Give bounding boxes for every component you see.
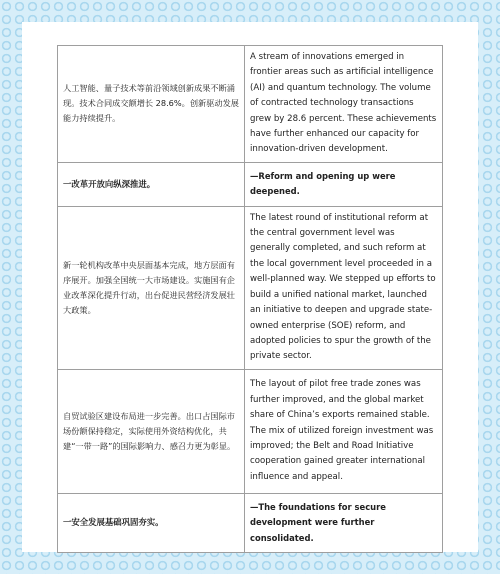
chinese-cell: 新一轮机构改革中央层面基本完成，地方层面有序展开。加强全国统一大市场建设。实施国有企业改革深化提升行动，出台促进民营经济发展壮大政策。 xyxy=(58,206,245,369)
table-row xyxy=(58,206,443,369)
english-cell: The layout of pilot free trade zones was further improved, and the global market share of China’s exports remained stable. The mix of utilized foreign investment was improved; the Belt and Road Initiative cooperation gained greater international influence and appeal. xyxy=(245,369,443,493)
bilingual-table xyxy=(57,45,443,553)
english-cell: A stream of innovations emerged in frontier areas such as artificial intelligence (AI) and quantum technology. The volume of contracted technology transactions grew by 28.6 percent. These achievements have further enhanced our capacity for innovation-driven development. xyxy=(245,46,443,163)
english-cell: —Reform and opening up were deepened. xyxy=(245,162,443,206)
table-row xyxy=(58,369,443,493)
english-cell: —The foundations for secure development were further consolidated. xyxy=(245,493,443,552)
page xyxy=(22,22,478,552)
chinese-cell: 一安全发展基础巩固夯实。 xyxy=(58,493,245,552)
chinese-cell: 自贸试验区建设布局进一步完善。出口占国际市场份额保持稳定，实际使用外资结构优化，共建“一带一路”的国际影响力、感召力更为彰显。 xyxy=(58,369,245,493)
table-row xyxy=(58,46,443,163)
table-row xyxy=(58,493,443,552)
chinese-cell: 一改革开放向纵深推进。 xyxy=(58,162,245,206)
chinese-cell: 人工智能、量子技术等前沿领域创新成果不断涌现。技术合同成交额增长 28.6%。创新驱动发展能力持续提升。 xyxy=(58,46,245,163)
table-row xyxy=(58,162,443,206)
english-cell: The latest round of institutional reform at the central government level was generally completed, and such reform at the local government level proceeded in a well-planned way. We stepped up efforts to build a unified national market, launched an initiative to deepen and upgrade state-owned enterprise (SOE) reform, and adopted policies to spur the growth of the private sector. xyxy=(245,206,443,369)
